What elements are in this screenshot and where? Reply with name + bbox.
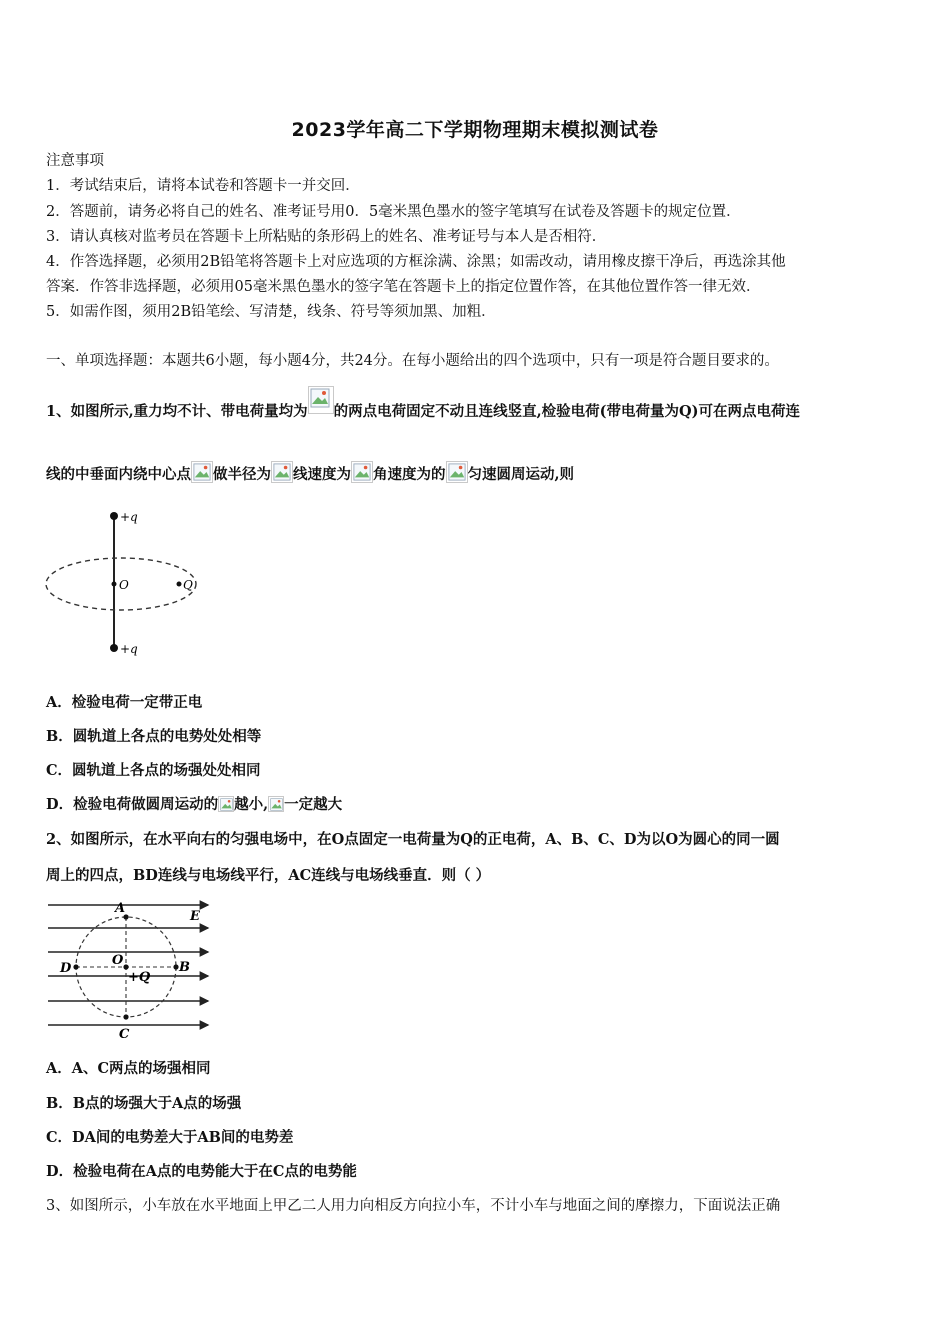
label-center: O bbox=[119, 578, 129, 592]
top-charge-dot bbox=[110, 512, 118, 520]
broken-image-icon bbox=[218, 796, 234, 812]
q1-option-d-text: 一定越大 bbox=[284, 796, 343, 813]
label-bottom-charge: +q bbox=[120, 642, 138, 656]
question-2-stem-line-1: 2、如图所示，在水平向右的匀强电场中，在O点固定一电荷量为Q的正电荷，A、B、C、D为以O为圆心的同一圆 bbox=[46, 831, 780, 848]
page-title: 2023学年高二下学期物理期末模拟测试卷 bbox=[291, 119, 659, 141]
notice-item: 答案．作答非选择题，必须用05毫米黑色墨水的签字笔在答题卡上的指定位置作答，在其他位置作答一律无效． bbox=[46, 279, 761, 295]
label-c: C bbox=[119, 1027, 130, 1042]
q1-text: 角速度为的 bbox=[373, 466, 446, 483]
q1-option-b: B．圆轨道上各点的电势处处相等 bbox=[46, 728, 262, 745]
broken-image-icon bbox=[271, 461, 293, 483]
broken-image-icon bbox=[191, 461, 213, 483]
label-o: O bbox=[112, 953, 124, 968]
label-d: D bbox=[60, 961, 72, 976]
q2-option-d: D．检验电荷在A点的电势能大于在C点的电势能 bbox=[46, 1163, 357, 1180]
notice-heading: 注意事项 bbox=[46, 153, 104, 169]
section-heading: 一、单项选择题：本题共6小题，每小题4分，共24分。在每小题给出的四个选项中，只有一项是符合题目要求的。 bbox=[46, 353, 779, 369]
q1-text: 线的中垂面内绕中心点 bbox=[46, 466, 191, 483]
q2-figure bbox=[44, 898, 216, 1046]
q1-option-d bbox=[46, 795, 342, 815]
q1-option-d-text: 越小, bbox=[234, 796, 269, 813]
point-c-dot bbox=[123, 1014, 128, 1019]
notice-item: 3．请认真核对监考员在答题卡上所粘贴的条形码上的姓名、准考证号与本人是否相符． bbox=[46, 229, 607, 245]
q1-text: 做半径为 bbox=[213, 466, 271, 483]
q1-text: 线速度为 bbox=[293, 466, 351, 483]
broken-image-icon bbox=[446, 461, 468, 483]
q1-figure bbox=[40, 505, 210, 665]
test-charge-dot bbox=[177, 582, 182, 587]
notice-item: 5．如需作图，须用2B铅笔绘、写清楚，线条、符号等须加黑、加粗． bbox=[46, 304, 496, 320]
q1-text: 匀速圆周运动,则 bbox=[467, 466, 575, 483]
q2-option-c: C．DA间的电势差大于AB间的电势差 bbox=[46, 1129, 294, 1146]
q2-option-a: A．A、C两点的场强相同 bbox=[46, 1060, 211, 1077]
notice-item: 2．答题前，请务必将自己的姓名、准考证号用0．5毫米黑色墨水的签字笔填写在试卷及答题卡的规定位置． bbox=[46, 204, 741, 220]
label-charge-q: +Q bbox=[128, 970, 151, 985]
q1-option-a: A．检验电荷一定带正电 bbox=[46, 694, 203, 711]
q1-text: 1、如图所示,重力均不计、带电荷量均为 bbox=[46, 403, 308, 420]
point-o-dot bbox=[123, 964, 128, 969]
point-b-dot bbox=[173, 964, 178, 969]
question-2-stem-line-2: 周上的四点，BD连线与电场线平行，AC连线与电场线垂直．则（ ） bbox=[46, 867, 491, 884]
q1-text: 的两点电荷固定不动且连线竖直,检验电荷(带电荷量为Q)可在两点电荷连 bbox=[333, 403, 801, 420]
label-b: B bbox=[179, 960, 190, 975]
question-3-stem: 3、如图所示，小车放在水平地面上甲乙二人用力向相反方向拉小车，不计小车与地面之间的摩擦力，下面说法正确 bbox=[46, 1198, 781, 1214]
notice-item: 4．作答选择题，必须用2B铅笔将答题卡上对应选项的方框涂满、涂黑；如需改动，请用橡皮擦干净后，再选涂其他 bbox=[46, 254, 786, 270]
q2-option-b: B．B点的场强大于A点的场强 bbox=[46, 1095, 242, 1112]
q1-option-d-text: D．检验电荷做圆周运动的 bbox=[46, 796, 219, 813]
question-1-stem-line-2 bbox=[46, 461, 574, 485]
point-d-dot bbox=[73, 964, 78, 969]
label-top-charge: +q bbox=[120, 510, 138, 524]
q1-option-c: C．圆轨道上各点的场强处处相同 bbox=[46, 762, 261, 779]
notice-item: 1．考试结束后，请将本试卷和答题卡一并交回． bbox=[46, 178, 360, 194]
center-dot bbox=[112, 582, 117, 587]
bottom-charge-dot bbox=[110, 644, 118, 652]
broken-image-icon bbox=[308, 386, 334, 414]
question-1-stem-line-1 bbox=[46, 386, 800, 422]
label-e-field: E bbox=[190, 909, 200, 924]
broken-image-icon bbox=[268, 796, 284, 812]
broken-image-icon bbox=[351, 461, 373, 483]
label-test-charge: Q bbox=[183, 578, 193, 592]
label-a: A bbox=[115, 901, 126, 916]
